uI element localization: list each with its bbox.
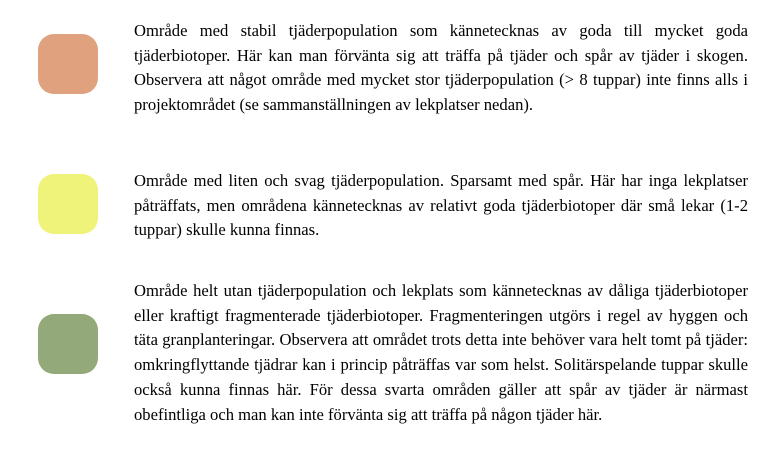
legend-text-stable-population: Område med stabil tjäderpopulation som kännetecknas av goda till mycket goda tjäderbiotoper. Här kan man förvänta sig att träffa på tjäder och spår av tjäder i skogen. Observera att något område med mycket stor tjäderpopulation (> 8 tuppar) inte finns alls i projektområdet (se sammanställningen av lekplatser nedan). [134,21,748,115]
color-swatch-stable-population [38,34,98,94]
color-swatch-no-population [38,314,98,374]
legend-text-weak-population: Område med liten och svag tjäderpopulation. Sparsamt med spår. Här har inga lekplatser påträffats, men områdena kännetecknas av relativt goda tjäderbiotoper där små lekar (1-2 tuppar) skulle kunna finnas. [134,171,748,240]
legend-text-no-population: Område helt utan tjäderpopulation och lekplats som kännetecknas av dåliga tjäderbiotoper eller kraftigt fragmenterade tjäderbiotoper. Fragmenteringen utgörs i regel av hyggen och täta granplanteringar. Observera att området trots detta inte behöver vara helt tomt på tjäder: omkringflyttande tjädrar kan i princip påträffas var som helst. Solitärspelande tuppar skulle också kunna finnas här. För dessa svarta områden gäller att spår av tjäder är närmast obefintliga och man kan inte förvänta sig att träffa på någon tjäder här. [134,281,748,424]
color-swatch-weak-population [38,174,98,234]
